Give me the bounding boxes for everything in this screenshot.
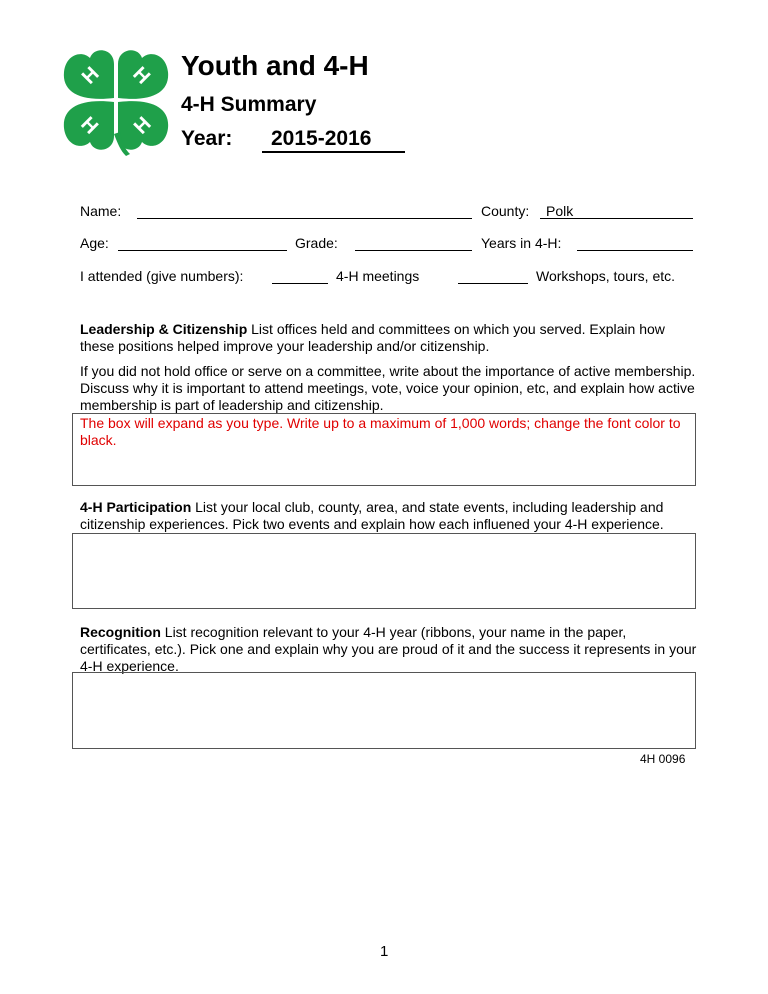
years-field[interactable] <box>577 250 693 251</box>
recognition-answer-box[interactable] <box>72 672 696 749</box>
year-underline <box>262 151 405 153</box>
doc-title: Youth and 4-H <box>181 50 369 81</box>
years-label: Years in 4-H: <box>481 235 562 251</box>
leadership-instructions <box>80 321 700 355</box>
age-label: Age: <box>80 235 109 251</box>
svg-text:H: H <box>76 112 103 139</box>
page-number: 1 <box>380 943 389 960</box>
leadership-instructions-2: If you did not hold office or serve on a committee, write about the importance of active membership. Discuss why it is important to attend meetings, vote, voice your opinion, etc, and explain how active membership is part of leadership and citizenship. <box>80 363 696 413</box>
section-heading: 4-H Participation <box>80 499 192 515</box>
year-value[interactable]: 2015-2016 <box>271 127 372 150</box>
doc-subtitle: 4-H Summary <box>181 93 317 116</box>
form-number: 4H 0096 <box>640 752 686 766</box>
participation-instructions <box>80 499 700 533</box>
year-label: Year: <box>181 127 233 150</box>
section-text: List your local club, county, area, and state events, including leadership and citizenship experiences. Pick two events and explain how each influened your 4-H experience. <box>80 499 664 532</box>
age-field[interactable] <box>118 250 287 251</box>
box-instruction[interactable]: The box will expand as you type. Write up to a maximum of 1,000 words; change the font color to black. <box>80 415 681 448</box>
svg-text:H: H <box>128 62 155 89</box>
leadership-answer-box[interactable] <box>72 413 696 486</box>
attended-label: I attended (give numbers): <box>80 268 244 284</box>
workshops-label: Workshops, tours, etc. <box>536 268 676 284</box>
county-label: County: <box>481 203 530 219</box>
county-value[interactable]: Polk <box>546 203 574 219</box>
recognition-instructions <box>80 624 700 675</box>
grade-label: Grade: <box>295 235 338 251</box>
svg-text:H: H <box>77 62 104 89</box>
participation-answer-box[interactable] <box>72 533 696 609</box>
meetings-field[interactable] <box>272 283 328 284</box>
section-text: List recognition relevant to your 4-H year (ribbons, your name in the paper, certificates, etc.). Pick one and explain why you are proud of it and the success it represents in your 4-H experience. <box>80 624 697 674</box>
workshops-field[interactable] <box>458 283 528 284</box>
section-heading: Recognition <box>80 624 161 640</box>
svg-text:H: H <box>129 112 156 139</box>
name-field[interactable] <box>137 218 472 219</box>
section-heading: Leadership & Citizenship <box>80 321 248 337</box>
4h-clover-logo <box>60 44 172 158</box>
name-label: Name: <box>80 203 122 219</box>
grade-field[interactable] <box>355 250 472 251</box>
meetings-label: 4-H meetings <box>336 268 420 284</box>
section-text: List offices held and committees on which you served. Explain how these positions helped improve your leadership and/or citizenship. <box>80 321 665 354</box>
